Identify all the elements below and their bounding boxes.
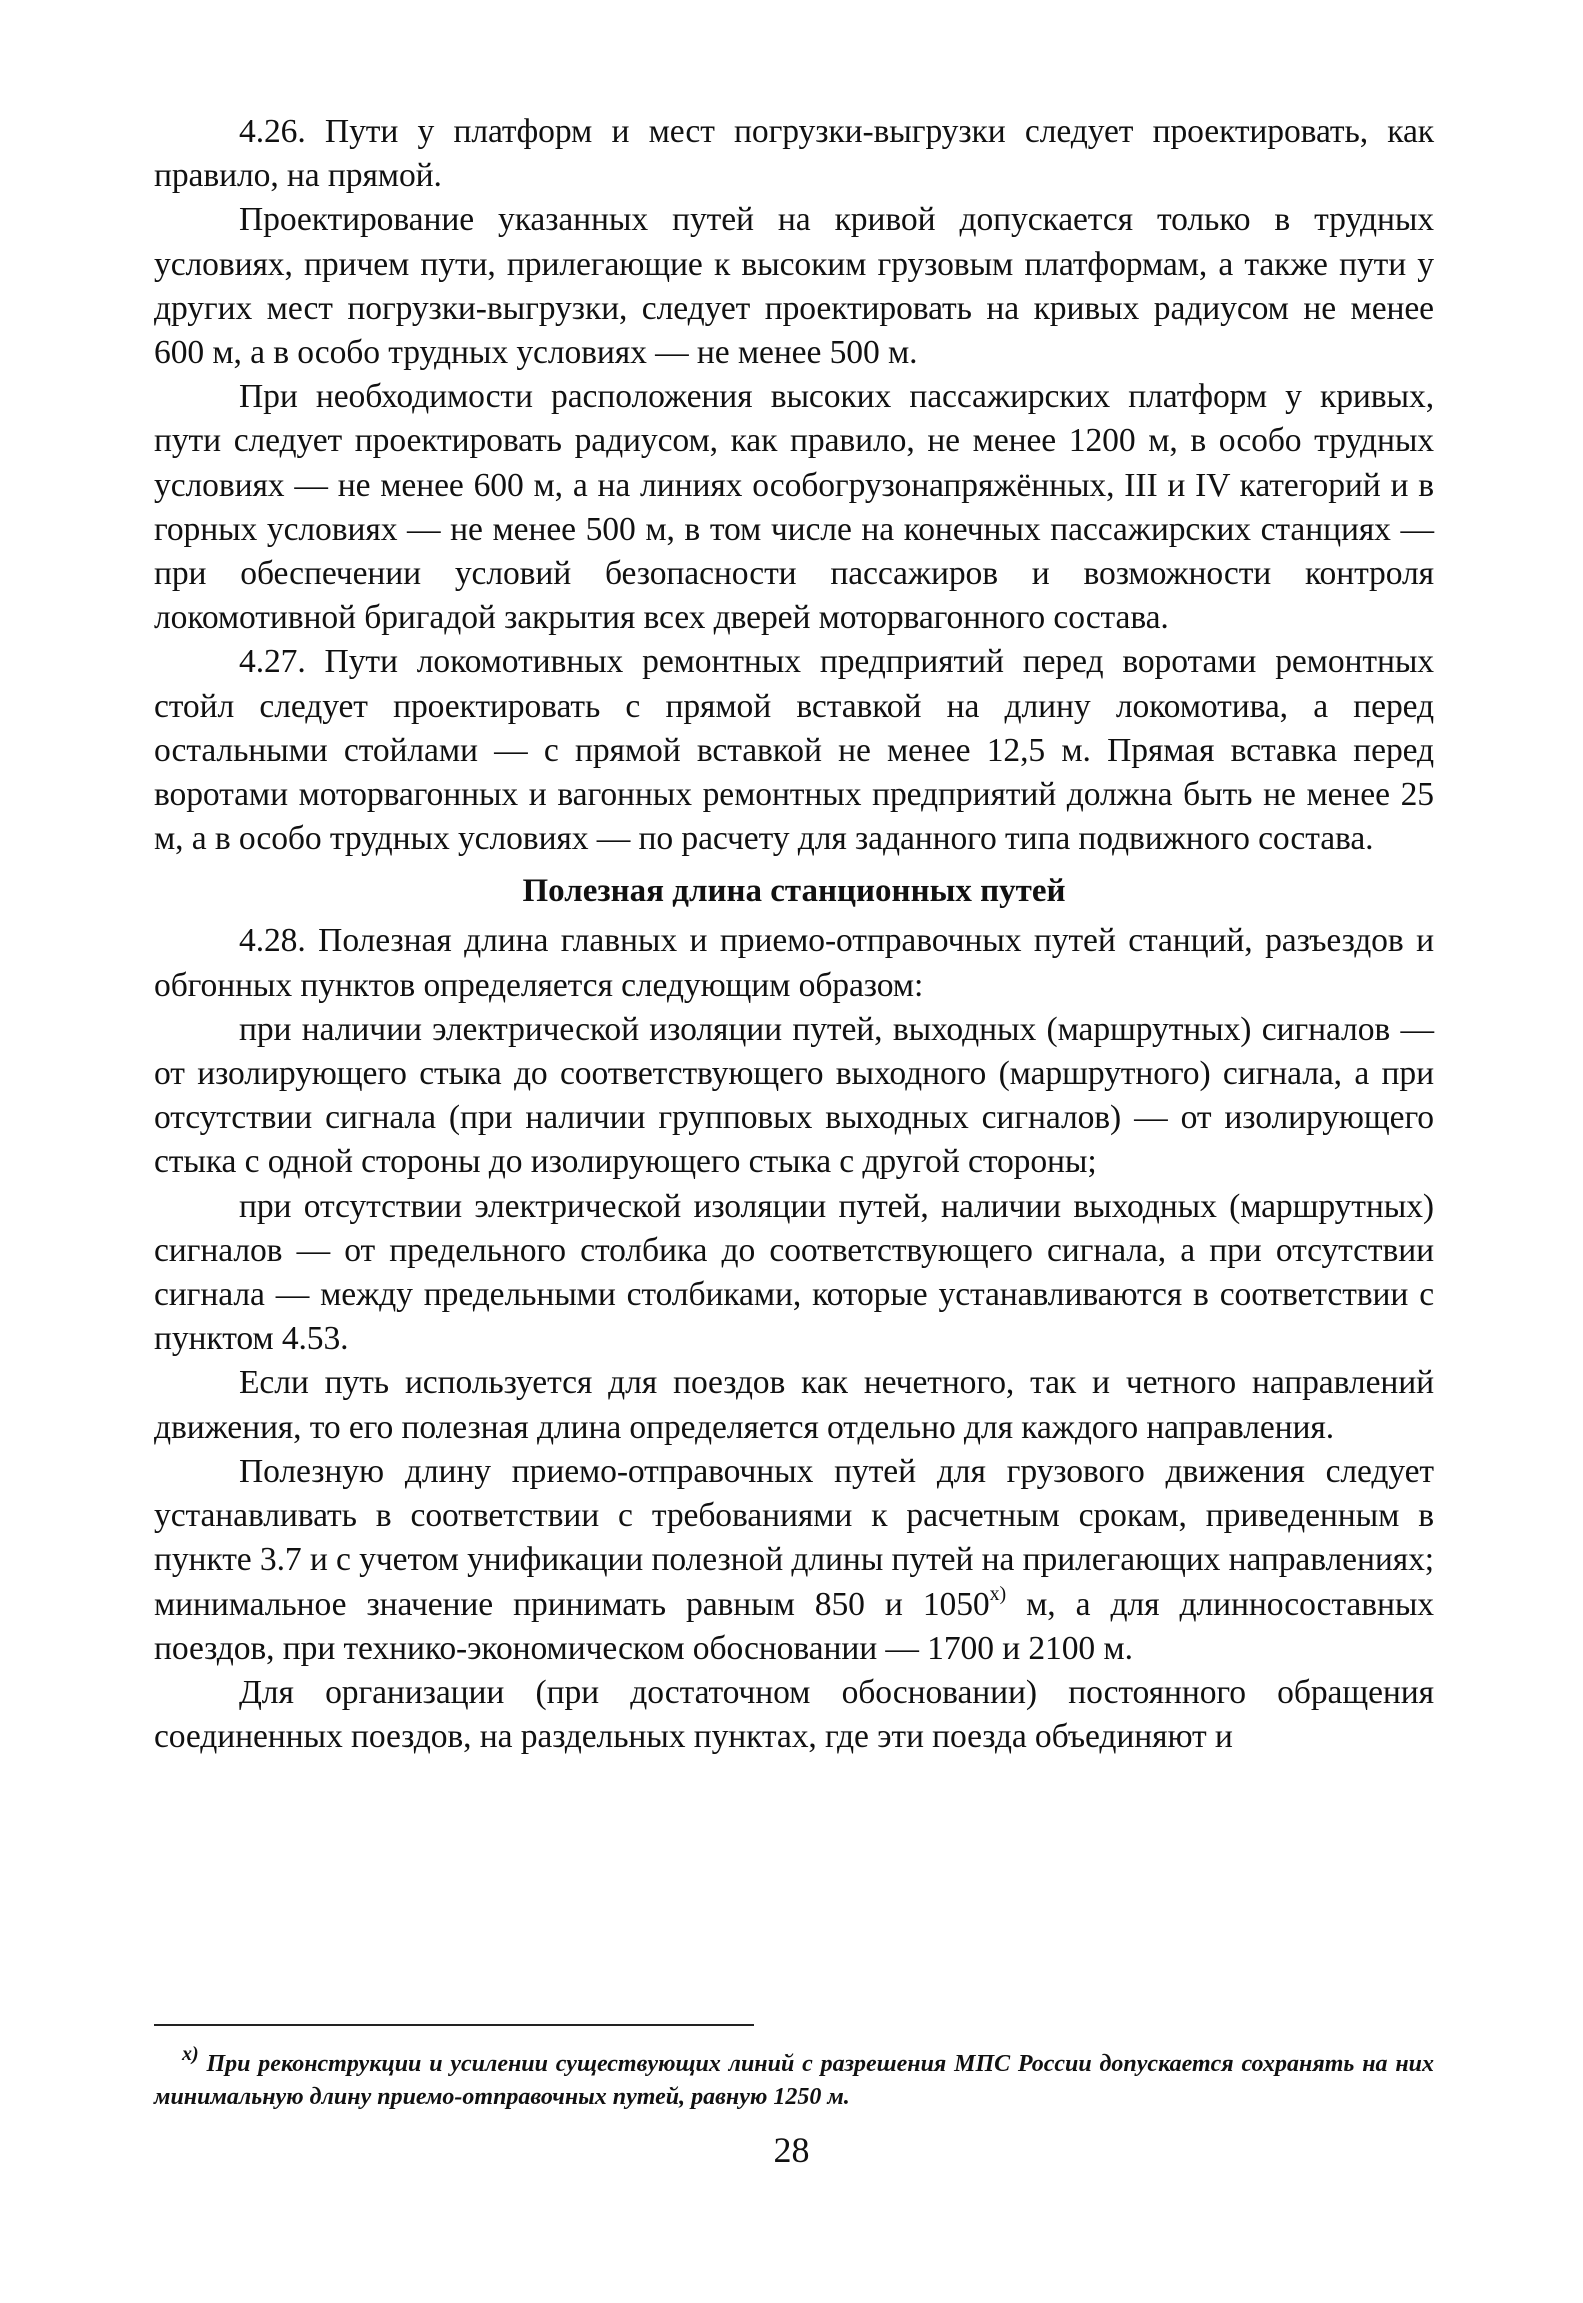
paragraph-passenger-platforms: При необходимости расположения высоких пассажирских платформ у кривых, пути следует проектировать радиусом, как правило, не менее 1200 м, в особо трудных условиях — не менее 600 м, а на линиях особогрузонапряжённых, III и IV категорий и в горных условиях — не менее 500 м, в том числе на конечных пассажирских станциях — при обеспечении условий безопасности пассажиров и возможности контроля локомотивной бригадой закрытия всех дверей моторвагонного состава.	[154, 378, 1434, 637]
page-number: 28	[773, 2130, 810, 2170]
paragraph-4-28: 4.28. Полезная длина главных и приемо-отправочных путей станций, разъездов и обгонных пунктов определяется следующим образом:	[154, 922, 1434, 1004]
section-heading: Полезная длина станционных путей	[522, 873, 1066, 910]
paragraph-electric-isolation: при наличии электрической изоляции путей, выходных (маршрутных) сигналов — от изолирующего стыка до соответствующего выходного (маршрутного) сигнала, а при отсутствии сигнала (при наличии групповых выходных сигналов) — от изолирующего стыка с одной стороны до изолирующего стыка с другой стороны;	[154, 1010, 1434, 1181]
paragraph-connected-trains: Для организации (при достаточном обосновании) постоянного обращения соединенных поездов, на раздельных пунктах, где эти поезда объединяют и	[154, 1673, 1434, 1756]
paragraph-no-isolation: при отсутствии электрической изоляции путей, наличии выходных (маршрутных) сигналов — от предельного столбика до соответствующего сигнала, а при отсутствии сигнала — между предельными столбиками, которые устанавливаются в соответствии с пунктом 4.53.	[154, 1187, 1434, 1358]
paragraph-freight-length-end: м, а для длинносоставных поездов, при технико-экономическом обосновании — 1700 и 2100 м.	[154, 1585, 1434, 1667]
paragraph-freight-length	[154, 1450, 1434, 1671]
paragraph-4-26: 4.26. Пути у платформ и мест погрузки-выгрузки следует проектировать, как правило, на прямой.	[154, 113, 1434, 195]
footnote-divider	[154, 2024, 754, 2026]
footnote	[154, 2043, 1434, 2114]
paragraph-4-27: 4.27. Пути локомотивных ремонтных предприятий перед воротами ремонтных стойл следует проектировать с прямой вставкой на длину локомотива, а перед остальными стойлами — с прямой вставкой не менее 12,5 м. Прямая вставка перед воротами моторвагонных и вагонных ремонтных предприятий должна быть не менее 25 м, а в особо трудных условиях — по расчету для заданного типа подвижного состава.	[154, 643, 1434, 858]
paragraph-both-directions: Если путь используется для поездов как нечетного, так и четного направлений движения, то его полезная длина определяется отдельно для каждого направления.	[154, 1364, 1434, 1446]
paragraph-freight-length-start: Полезную длину приемо-отправочных путей для грузового движения следует устанавливать в соответствии с требованиями к расчетным срокам, приведенным в пункте 3.7 и с учетом унификации полезной длины путей на прилегающих направлениях; минимальное значение принимать равным 850 и 1050	[154, 1452, 1434, 1623]
page-body	[154, 110, 1434, 1759]
footnote-reference: х)	[989, 1583, 1007, 1606]
footnote-marker: х)	[182, 2043, 199, 2065]
paragraph-curve-design: Проектирование указанных путей на кривой допускается только в трудных условиях, причем пути, прилегающие к высоким грузовым платформам, а также пути у других мест погрузки-выгрузки, следует проектировать на кривых радиусом не менее 600 м, а в особо трудных условиях — не менее 500 м.	[154, 201, 1434, 372]
footnote-text: При реконструкции и усилении существующих линий с разрешения МПС России допускается сохранять на них минимальную длину приемо-отправочных путей, равную 1250 м.	[154, 2051, 1434, 2110]
